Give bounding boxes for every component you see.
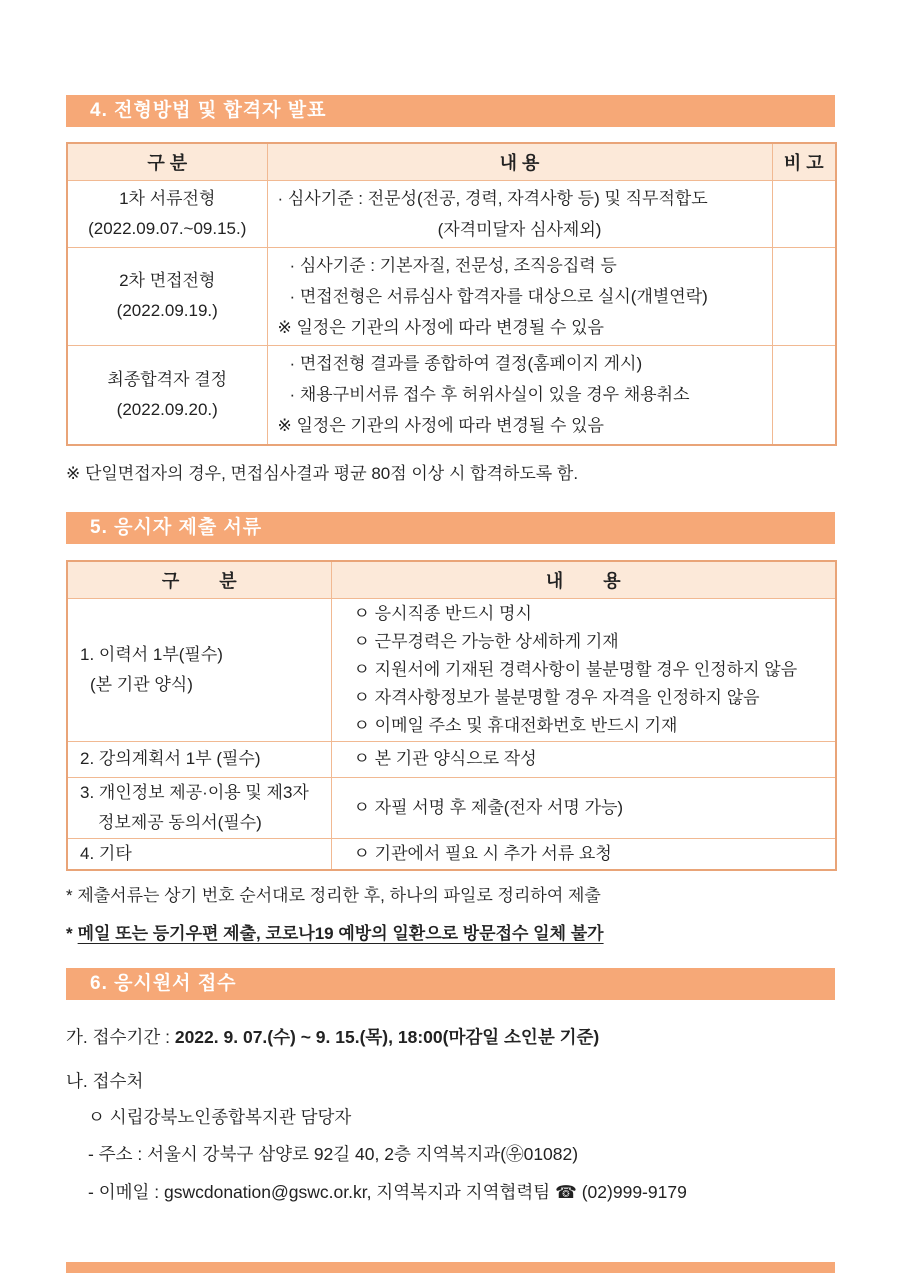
reception-address: - 주소 : 서울시 강북구 삼양로 92길 40, 2층 지역복지과(㉾01082) bbox=[88, 1144, 579, 1164]
submission-note-2 bbox=[66, 921, 835, 947]
row-content: ㅇ 본 기관 양식으로 작성 bbox=[331, 741, 836, 777]
reception-place-label: 나. 접수처 bbox=[66, 1071, 144, 1091]
note2-text: 메일 또는 등기우편 제출, 코로나19 예방의 일환으로 방문접수 일체 불가 bbox=[77, 924, 604, 943]
row-category: 3. 개인정보 제공·이용 및 제3자 정보제공 동의서(필수) bbox=[67, 777, 331, 838]
reception-period-label: 가. 접수기간 : bbox=[66, 1027, 175, 1047]
selection-method-table bbox=[66, 142, 837, 446]
next-section-bar-cutoff bbox=[66, 1262, 835, 1273]
submission-note-1: * 제출서류는 상기 번호 순서대로 정리한 후, 하나의 파일로 정리하여 제출 bbox=[66, 886, 601, 905]
table-row bbox=[67, 345, 836, 445]
row-category: 4. 기타 bbox=[67, 838, 331, 870]
row-category: 1. 이력서 1부(필수) (본 기관 양식) bbox=[67, 598, 331, 741]
col-header-category: 구 분 bbox=[67, 561, 331, 598]
row-category: 2. 강의계획서 1부 (필수) bbox=[67, 741, 331, 777]
reception-period-value: 2022. 9. 07.(수) ~ 9. 15.(목), 18:00(마감일 소인분 기준) bbox=[174, 1027, 600, 1047]
section6-title: 6. 응시원서 접수 bbox=[90, 973, 237, 994]
table-row bbox=[67, 598, 836, 741]
row-content: · 심사기준 : 기본자질, 전문성, 조직응집력 등 · 면접전형은 서류심사 합격자를 대상으로 실시(개별연락) ※ 일정은 기관의 사정에 따라 변경될 수 있음 bbox=[267, 247, 772, 345]
table-row bbox=[67, 777, 836, 838]
col-header-content: 내 용 bbox=[267, 143, 772, 180]
row-category: 2차 면접전형 (2022.09.19.) bbox=[67, 247, 267, 345]
section5-header bbox=[66, 512, 835, 544]
col-header-remark: 비 고 bbox=[772, 143, 836, 180]
reception-period-line bbox=[66, 1024, 835, 1049]
table-row bbox=[67, 838, 836, 870]
row-content: ㅇ 응시직종 반드시 명시 ㅇ 근무경력은 가능한 상세하게 기재 ㅇ 지원서에 기재된 경력사항이 불분명할 경우 인정하지 않음 ㅇ 자격사항정보가 불분명할 경우 자격을 인정하지 않음 ㅇ 이메일 주소 및 휴대전화번호 반드시 기재 bbox=[331, 598, 836, 741]
section6-header bbox=[66, 968, 835, 1000]
col-header-category: 구 분 bbox=[67, 143, 267, 180]
row-remark bbox=[772, 345, 836, 445]
row-content: ㅇ 기관에서 필요 시 추가 서류 요청 bbox=[331, 838, 836, 870]
row-content: · 심사기준 : 전문성(전공, 경력, 자격사항 등) 및 직무적합도 (자격미달자 심사제외) bbox=[267, 180, 772, 247]
reception-email: - 이메일 : gswcdonation@gswc.or.kr, 지역복지과 지역협력팀 ☎ (02)999-9179 bbox=[88, 1182, 687, 1202]
table-row bbox=[67, 247, 836, 345]
table-header-row bbox=[67, 143, 836, 180]
section4-title: 4. 전형방법 및 합격자 발표 bbox=[90, 100, 327, 121]
row-remark bbox=[772, 247, 836, 345]
row-remark bbox=[772, 180, 836, 247]
table-row bbox=[67, 180, 836, 247]
row-category: 최종합격자 결정 (2022.09.20.) bbox=[67, 345, 267, 445]
table-row bbox=[67, 741, 836, 777]
row-content: · 면접전형 결과를 종합하여 결정(홈페이지 게시) · 채용구비서류 접수 후 허위사실이 있을 경우 채용취소 ※ 일정은 기관의 사정에 따라 변경될 수 있음 bbox=[267, 345, 772, 445]
reception-place-name: ㅇ 시립강북노인종합복지관 담당자 bbox=[88, 1107, 352, 1127]
table-header-row bbox=[67, 561, 836, 598]
section4-header bbox=[66, 95, 835, 127]
note2-asterisk: * bbox=[66, 924, 73, 943]
col-header-content: 내 용 bbox=[331, 561, 836, 598]
section5-title: 5. 응시자 제출 서류 bbox=[90, 517, 263, 538]
row-content: ㅇ 자필 서명 후 제출(전자 서명 가능) bbox=[331, 777, 836, 838]
submission-documents-table bbox=[66, 560, 837, 871]
row-category: 1차 서류전형 (2022.09.07.~09.15.) bbox=[67, 180, 267, 247]
section4-footnote: ※ 단일면접자의 경우, 면접심사결과 평균 80점 이상 시 합격하도록 함. bbox=[66, 464, 579, 483]
